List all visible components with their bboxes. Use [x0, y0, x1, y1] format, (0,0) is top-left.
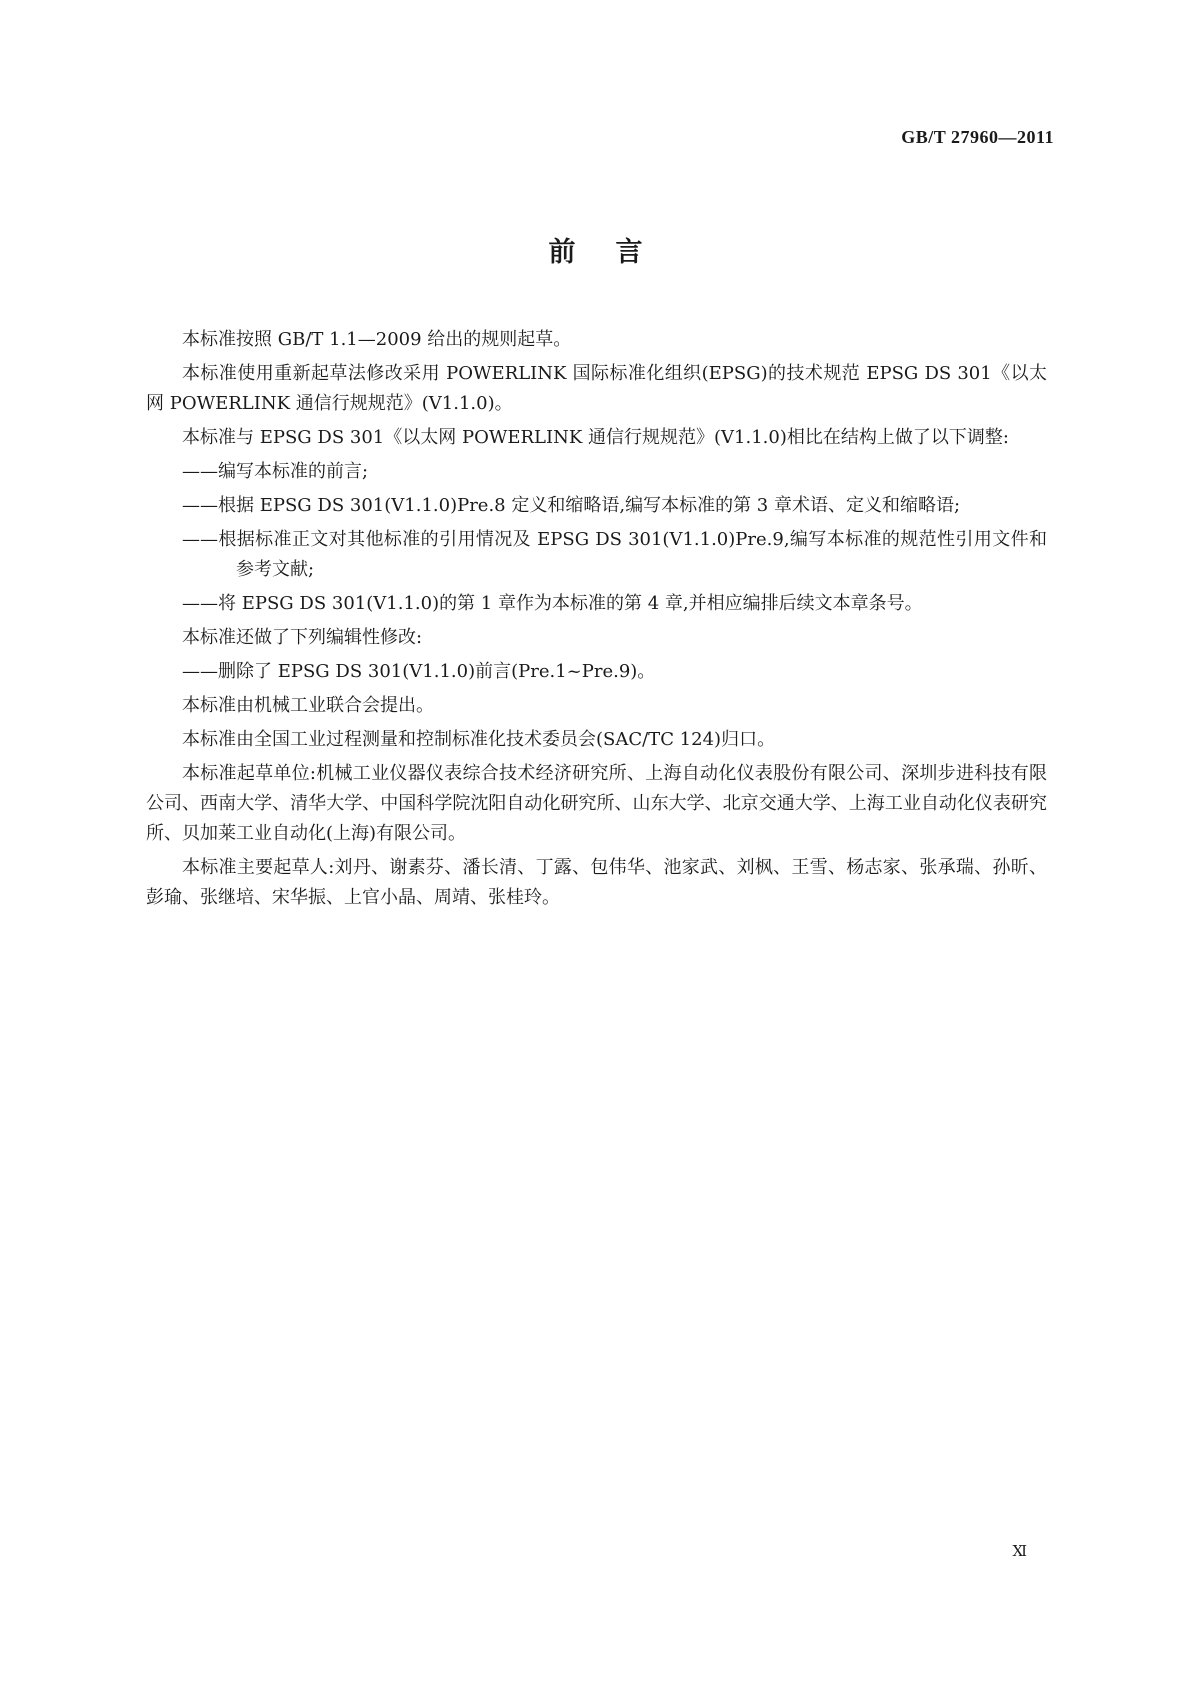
- paragraph: 本标准还做了下列编辑性修改:: [182, 627, 423, 648]
- list-item: ——编写本标准的前言;: [182, 461, 369, 482]
- paragraph: 本标准起草单位:机械工业仪器仪表综合技术经济研究所、上海自动化仪表股份有限公司、深圳步进科技有限公司、西南大学、清华大学、中国科学院沈阳自动化研究所、山东大学、北京交通大学、上海工业自动化仪表研究所、贝加莱工业自动化(上海)有限公司。: [146, 763, 1047, 844]
- list-item: ——删除了 EPSG DS 301(V1.1.0)前言(Pre.1~Pre.9)。: [182, 661, 656, 682]
- page-number: Ⅺ: [1012, 1544, 1027, 1560]
- list-item: ——根据标准正文对其他标准的引用情况及 EPSG DS 301(V1.1.0)Pre.9,编写本标准的规范性引用文件和参考文献;: [182, 529, 1047, 580]
- paragraph: 本标准按照 GB/T 1.1—2009 给出的规则起草。: [182, 329, 572, 350]
- foreword-body: [146, 325, 1047, 917]
- paragraph: 本标准主要起草人:刘丹、谢素芬、潘长清、丁露、包伟华、池家武、刘枫、王雪、杨志家、张承瑞、孙昕、彭瑜、张继培、宋华振、上官小晶、周靖、张桂玲。: [146, 857, 1047, 908]
- paragraph: 本标准使用重新起草法修改采用 POWERLINK 国际标准化组织(EPSG)的技术规范 EPSG DS 301《以太网 POWERLINK 通信行规规范》(V1.1.0)。: [146, 363, 1047, 414]
- page-title: 前言: [548, 237, 683, 268]
- paragraph: 本标准由全国工业过程测量和控制标准化技术委员会(SAC/TC 124)归口。: [182, 729, 776, 750]
- paragraph: 本标准与 EPSG DS 301《以太网 POWERLINK 通信行规规范》(V1.1.0)相比在结构上做了以下调整:: [182, 427, 1009, 448]
- standard-number: GB/T 27960—2011: [901, 127, 1054, 147]
- list-item: ——将 EPSG DS 301(V1.1.0)的第 1 章作为本标准的第 4 章,并相应编排后续文本章条号。: [182, 593, 923, 614]
- paragraph: 本标准由机械工业联合会提出。: [182, 695, 434, 716]
- list-item: ——根据 EPSG DS 301(V1.1.0)Pre.8 定义和缩略语,编写本标准的第 3 章术语、定义和缩略语;: [182, 495, 961, 516]
